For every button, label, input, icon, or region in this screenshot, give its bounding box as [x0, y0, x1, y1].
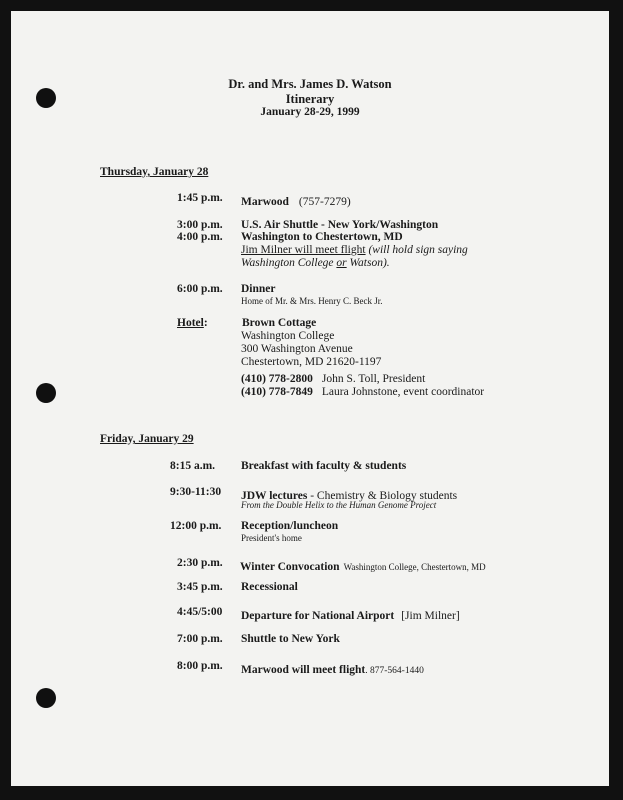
hotel-contact: (410) 778-2800 John S. Toll, President: [241, 373, 426, 385]
day-heading-thursday: Thursday, January 28: [100, 166, 209, 178]
hotel-label: Hotel:: [177, 317, 208, 329]
document-dates: January 28-29, 1999: [260, 106, 360, 118]
event-time: 4:45/5:00: [177, 606, 223, 618]
punch-hole: [36, 688, 56, 708]
hotel-address-line: Washington College: [241, 330, 335, 342]
event-phone: . 877-564-1440: [365, 666, 424, 676]
event-detail: [Jim Milner]: [401, 610, 460, 622]
day-heading-friday: Friday, January 29: [100, 433, 194, 445]
event-title: Marwood: [241, 196, 289, 208]
event-time: 9:30-11:30: [170, 486, 222, 498]
event-time: 8:00 p.m.: [177, 660, 223, 672]
event-title: Recessional: [241, 581, 298, 593]
event-title: Departure for National Airport: [241, 610, 395, 622]
event-detail: Washington College, Chestertown, MD: [343, 562, 486, 572]
event-title: JDW lectures: [241, 490, 308, 502]
event-phone: (757-7279): [298, 196, 351, 208]
event-detail: Home of Mr. & Mrs. Henry C. Beck Jr.: [241, 296, 383, 306]
event-title: Reception/luncheon: [241, 520, 339, 532]
event-note: Jim Milner will meet flight (will hold sign saying: [241, 244, 468, 256]
hotel-address-line: 300 Washington Avenue: [241, 343, 353, 355]
event-title: Washington to Chestertown, MD: [241, 231, 403, 243]
event-entry: JDW lectures - Chemistry & Biology students: [241, 490, 458, 502]
hotel-contact: (410) 778-7849 Laura Johnstone, event coordinator: [241, 386, 485, 398]
event-time: 2:30 p.m.: [177, 557, 223, 569]
event-time: 8:15 a.m.: [170, 460, 216, 472]
document-title: Dr. and Mrs. James D. Watson: [228, 77, 392, 91]
event-time: 12:00 p.m.: [170, 520, 222, 532]
event-title: Marwood will meet flight: [241, 664, 366, 676]
event-title: Shuttle to New York: [241, 633, 340, 645]
hotel-phone: (410) 778-2800: [241, 373, 313, 385]
document-page: [11, 11, 609, 786]
event-time: 7:00 p.m.: [177, 633, 223, 645]
event-time: 3:45 p.m.: [177, 581, 223, 593]
document-subtitle: Itinerary: [285, 92, 335, 106]
event-time: 6:00 p.m.: [177, 283, 223, 295]
event-time: 1:45 p.m.: [177, 192, 223, 204]
event-title: Winter Convocation: [240, 561, 340, 573]
event-time: 3:00 p.m.: [177, 219, 223, 231]
event-title: Breakfast with faculty & students: [241, 460, 407, 472]
event-entry: [240, 557, 486, 575]
event-detail: President's home: [241, 533, 302, 543]
punch-hole: [36, 383, 56, 403]
event-note-continued: Washington College or Watson).: [241, 257, 390, 269]
event-title: U.S. Air Shuttle - New York/Washington: [241, 219, 439, 231]
event-entry: [241, 192, 351, 210]
event-time: 4:00 p.m.: [177, 231, 223, 243]
event-entry: [241, 660, 424, 678]
event-title: Dinner: [241, 283, 276, 295]
event-subtitle: From the Double Helix to the Human Genome Project: [241, 500, 437, 510]
hotel-address-line: Chestertown, MD 21620-1197: [241, 356, 382, 368]
hotel-phone: (410) 778-7849: [241, 386, 313, 398]
hotel-name: Brown Cottage: [242, 317, 317, 329]
event-entry: [241, 606, 460, 624]
